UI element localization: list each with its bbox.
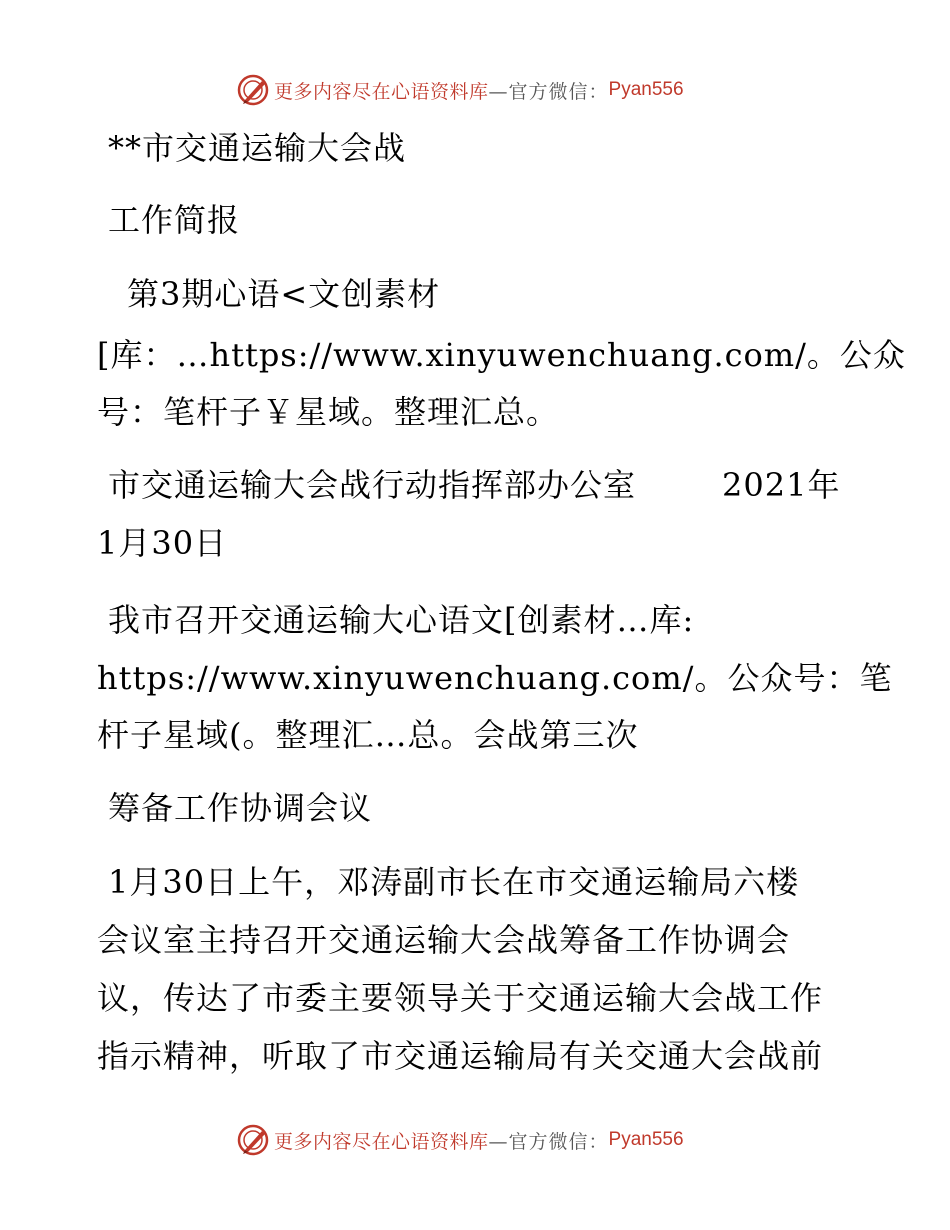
body-line: [库：…https://www.xinyuwenchuang.com/。公众 <box>97 336 906 374</box>
paragraph-line: 指示精神，听取了市交通运输局有关交通大会战前 <box>97 1037 824 1075</box>
paragraph-line: 1月30日上午，邓涛副市长在市交通运输局六楼 <box>108 863 800 901</box>
footer-banner-separator: —官方微信： <box>488 1130 609 1153</box>
paragraph-line: 议，传达了市委主要领导关于交通运输大会战工作 <box>97 979 824 1017</box>
issue-date-line: 1月30日 <box>97 524 228 562</box>
header-banner-separator: —官方微信： <box>488 80 609 103</box>
document-title-line: **市交通运输大会战 <box>108 129 407 167</box>
pen-logo-icon <box>236 73 270 107</box>
footer-watermark-banner <box>236 1123 684 1157</box>
footer-banner-wechat-id: Pyan556 <box>608 1129 684 1150</box>
issue-year-text: 2021年 <box>722 466 841 504</box>
pen-logo-icon <box>236 1123 270 1157</box>
headline-line: https://www.xinyuwenchuang.com/。公众号：笔 <box>97 659 893 697</box>
header-banner-wechat-id: Pyan556 <box>608 79 684 100</box>
report-name-line: 工作简报 <box>108 201 241 239</box>
header-watermark-banner <box>236 73 684 107</box>
footer-banner-main-text: 更多内容尽在心语资料库 <box>274 1130 489 1153</box>
header-banner-main-text: 更多内容尽在心语资料库 <box>274 80 489 103</box>
headline-line: 我市召开交通运输大心语文[创素材…库: <box>108 601 695 639</box>
body-line: 号：笔杆子￥星域。整理汇总。 <box>97 393 560 431</box>
headline-line: 杆子星域(。整理汇…总。会战第三次 <box>97 716 639 754</box>
issue-number-line: 第3期心语<文创素材 <box>127 275 441 313</box>
paragraph-line: 会议室主持召开交通运输大会战筹备工作协调会 <box>97 921 791 959</box>
issuing-office-line: 市交通运输大会战行动指挥部办公室 <box>108 466 637 504</box>
headline-line: 筹备工作协调会议 <box>108 789 373 827</box>
